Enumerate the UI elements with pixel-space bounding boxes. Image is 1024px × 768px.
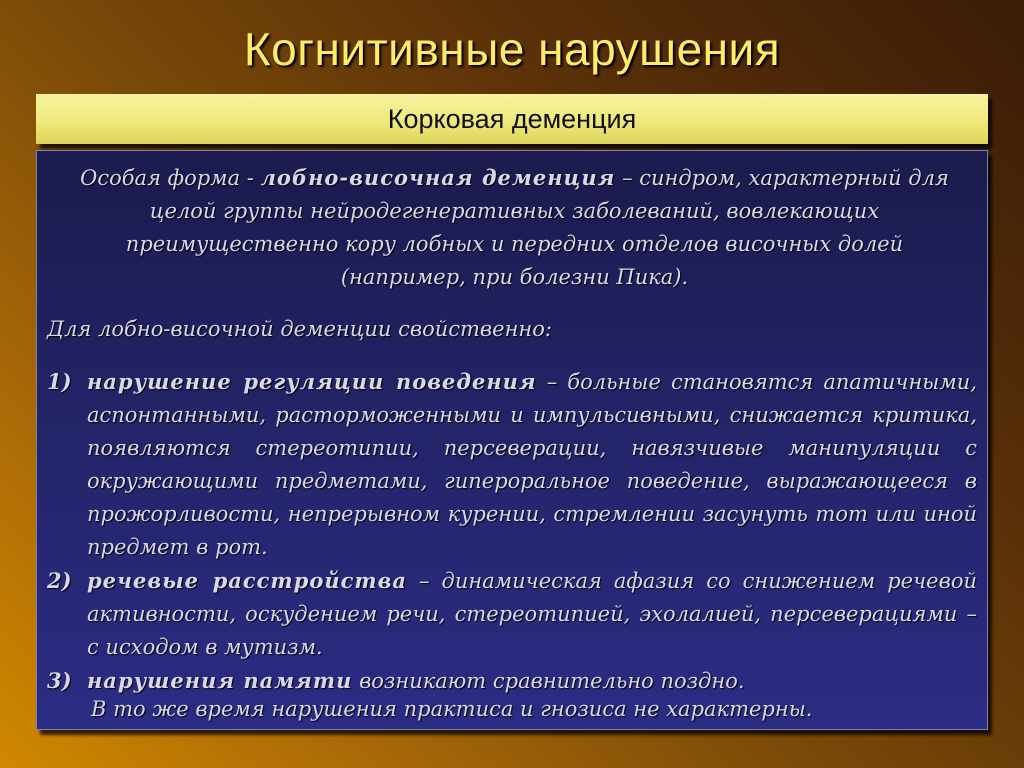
content-box: [36, 150, 988, 730]
list-item-highlight: речевые расстройства: [87, 568, 408, 593]
intro-highlight: лобно-височная деменция: [260, 165, 616, 190]
intro-paragraph: [67, 161, 962, 294]
list-item-text: возникают сравнительно поздно.: [352, 669, 745, 693]
subtitle-text: Корковая деменция: [387, 104, 637, 134]
intro-prefix: Особая форма -: [80, 166, 261, 190]
list-item-highlight: нарушение регуляции поведения: [87, 369, 537, 394]
outro-text: В то же время нарушения практиса и гнозиса не характерны.: [91, 697, 813, 721]
slide-title: Когнитивные нарушения: [243, 23, 781, 75]
list-item-number: 3): [47, 668, 72, 693]
feature-list: [47, 365, 977, 698]
list-item-number: 1): [47, 369, 72, 394]
list-item-number: 2): [47, 568, 72, 593]
list-item: [47, 564, 977, 664]
intro-rest: – синдром, характерный для целой группы нейродегенеративных заболеваний, вовлекающих преимущественно кору лобных и передних отделов височных долей (например, при болезни Пика).: [125, 166, 949, 289]
subtitle-bar: [36, 94, 988, 144]
list-item: [47, 365, 977, 564]
list-item-highlight: нарушения памяти: [87, 668, 353, 693]
lead-text: Для лобно-височной деменции свойственно:: [47, 317, 552, 341]
list-item-text: – больные становятся апатичными, аспонтанными, расторможенными и импульсивными, снижается критика, появляются стереотипии, персеверации, навязчивые манипуляции с окружающими предметами, гипероральное поведение, выражающееся в прожорливости, непрерывном курении, стремлении засунуть тот или иной предмет в рот.: [87, 370, 977, 559]
list-item-text: – динамическая афазия со снижением речевой активности, оскудением речи, стереотипией, эхолалией, персеверациями – с исходом в мутизм.: [87, 569, 977, 659]
